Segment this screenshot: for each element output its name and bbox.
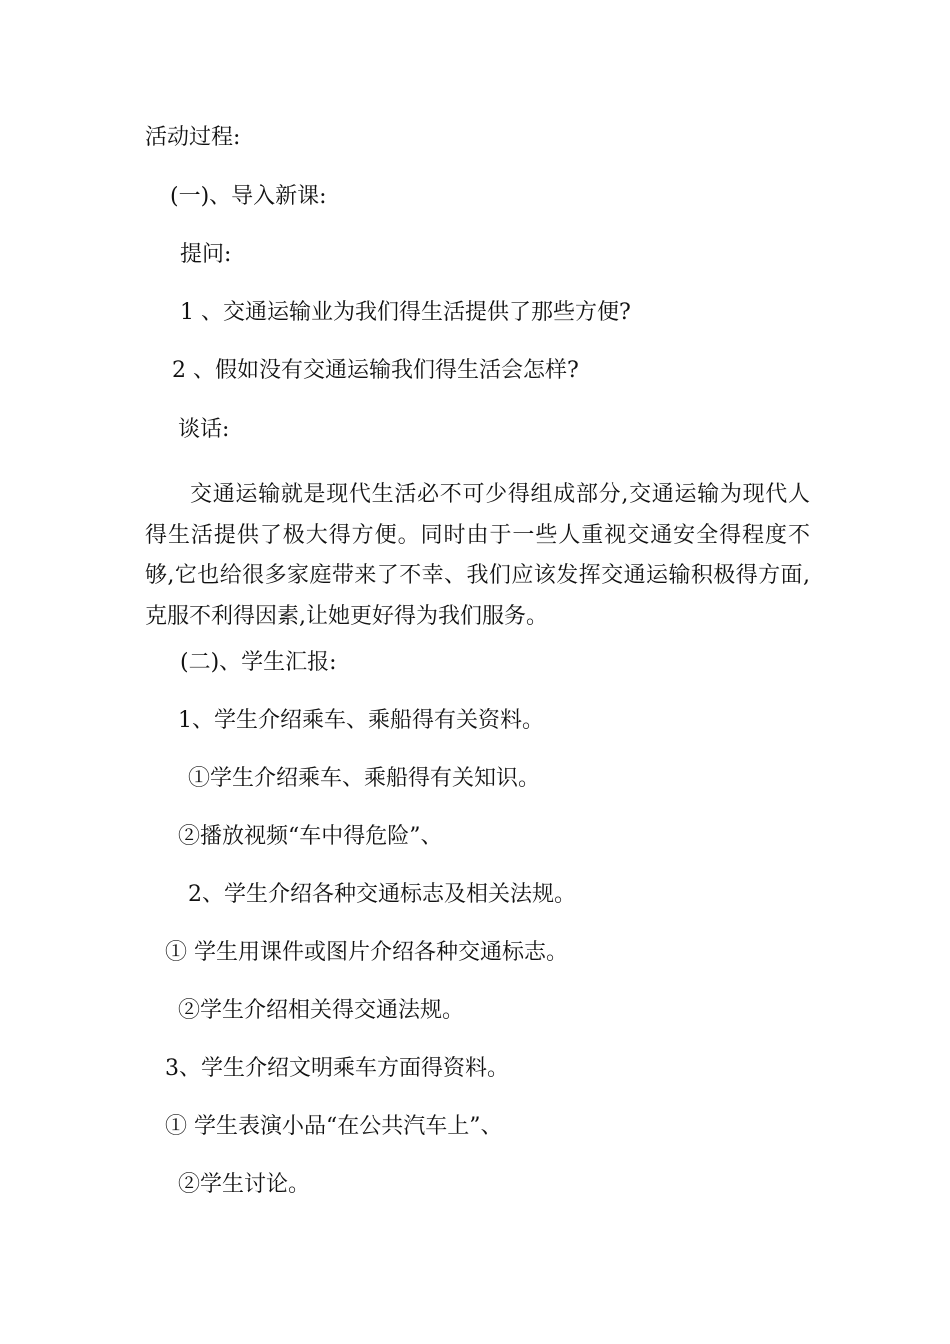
list-item-3-a: ① 学生表演小品“在公共汽车上”、 xyxy=(165,1114,503,1139)
list-item-2-a: ① 学生用课件或图片介绍各种交通标志。 xyxy=(165,940,568,965)
list-item-1-b: ②播放视频“车中得危险”、 xyxy=(178,824,443,849)
activity-heading: 活动过程: xyxy=(145,125,241,150)
list-item-2-b: ②学生介绍相关得交通法规。 xyxy=(178,998,465,1023)
list-item-3: 3、学生介绍文明乘车方面得资料。 xyxy=(165,1056,509,1081)
list-item-2: 2、学生介绍各种交通标志及相关法规。 xyxy=(188,882,576,907)
question-1: 1 、交通运输业为我们得生活提供了那些方便? xyxy=(180,300,631,325)
list-item-3-b: ②学生讨论。 xyxy=(178,1172,311,1197)
talk-label: 谈话: xyxy=(178,417,230,442)
list-item-1: 1、学生介绍乘车、乘船得有关资料。 xyxy=(178,708,544,733)
question-2: 2 、假如没有交通运输我们得生活会怎样? xyxy=(172,358,579,383)
section-2-title: (二)、学生汇报: xyxy=(180,650,337,675)
talk-paragraph: 交通运输就是现代生活必不可少得组成部分,交通运输为现代人得生活提供了极大得方便。同时由于一些人重视交通安全得程度不够,它也给很多家庭带来了不幸、我们应该发挥交通运输积极得方面,克服不利得因素,让她更好得为我们服务。 xyxy=(145,482,810,629)
list-item-1-a: ①学生介绍乘车、乘船得有关知识。 xyxy=(188,766,541,791)
question-label: 提问: xyxy=(180,242,232,267)
section-1-title: (一)、导入新课: xyxy=(170,184,327,209)
